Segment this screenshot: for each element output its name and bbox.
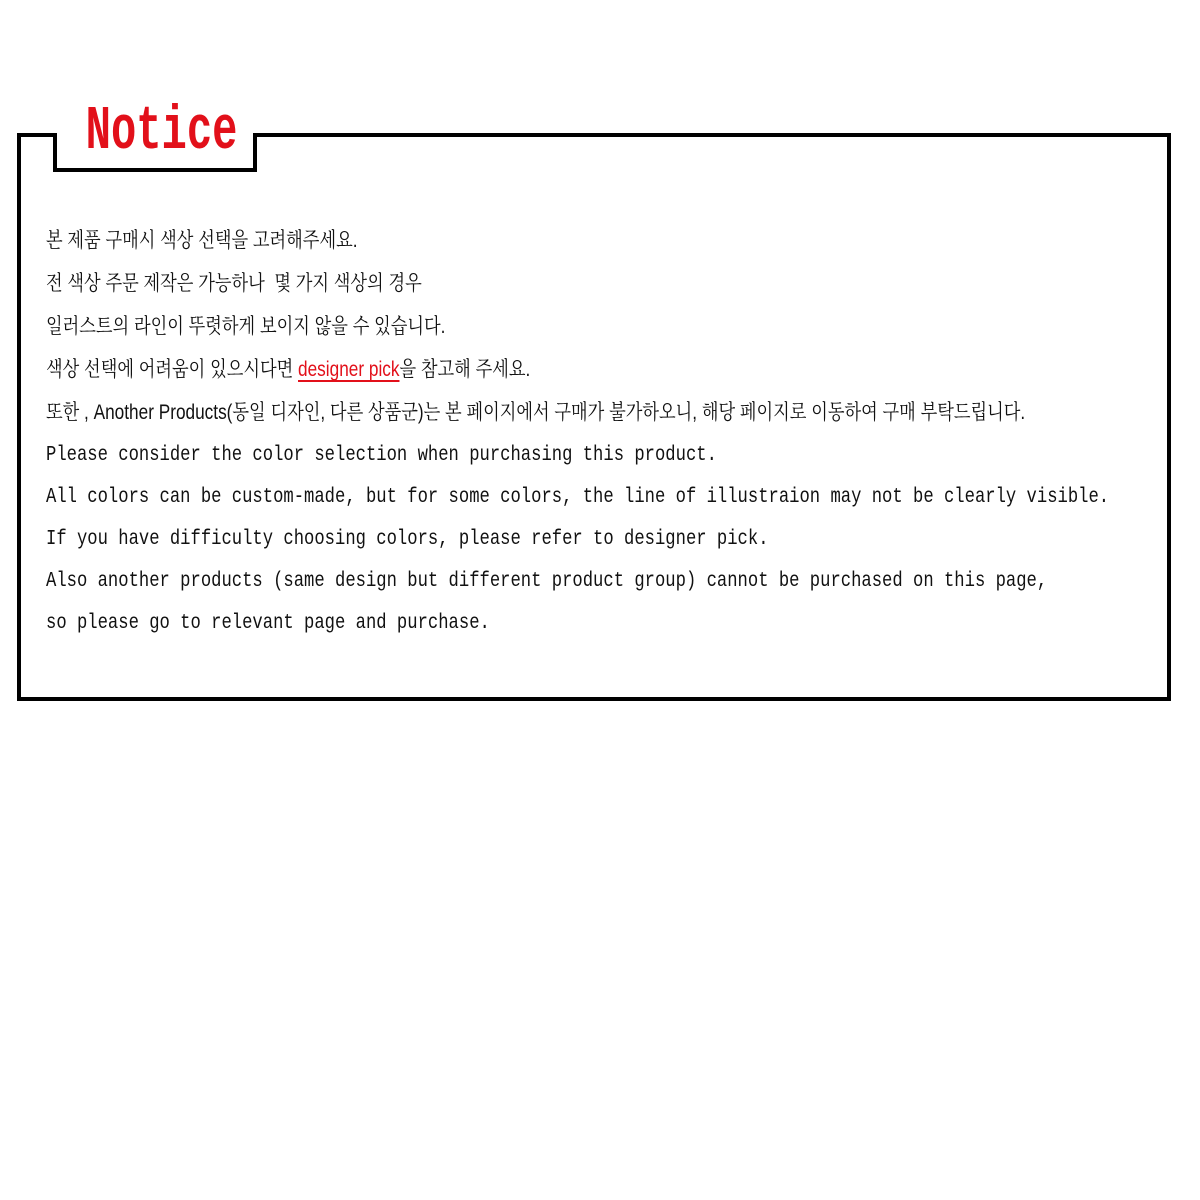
korean-line-3: 일러스트의 라인이 뚜렷하게 보이지 않을 수 있습니다.: [46, 315, 446, 338]
english-line-2: All colors can be custom-made, but for some colors, the line of illustraion may not be clearly visible.: [46, 485, 1110, 509]
korean-line-4-suffix: 을 참고해 주세요.: [399, 358, 531, 381]
korean-line-4-prefix: 색상 선택에 어려움이 있으시다면: [46, 358, 299, 381]
korean-line-5: 또한 , Another Products(동일 디자인, 다른 상품군)는 본 페이지에서 구매가 불가하오니, 해당 페이지로 이동하여 구매 부탁드립니다.: [46, 401, 1026, 424]
notice-content: [46, 219, 1156, 644]
korean-line-2: 전 색상 주문 제작은 가능하나 몇 가지 색상의 경우: [46, 272, 422, 295]
notice-title: Notice: [85, 96, 238, 167]
korean-line-1: 본 제품 구매시 색상 선택을 고려해주세요.: [46, 229, 358, 252]
english-line-1: Please consider the color selection when purchasing this product.: [46, 443, 717, 467]
english-line-3: If you have difficulty choosing colors, please refer to designer pick.: [46, 527, 769, 551]
designer-pick-link[interactable]: designer pick: [298, 358, 400, 381]
korean-line-4: [46, 348, 956, 391]
english-line-5: so please go to relevant page and purchase.: [46, 611, 490, 635]
english-line-4: Also another products (same design but different product group) cannot be purchased on this page,: [46, 569, 1048, 593]
